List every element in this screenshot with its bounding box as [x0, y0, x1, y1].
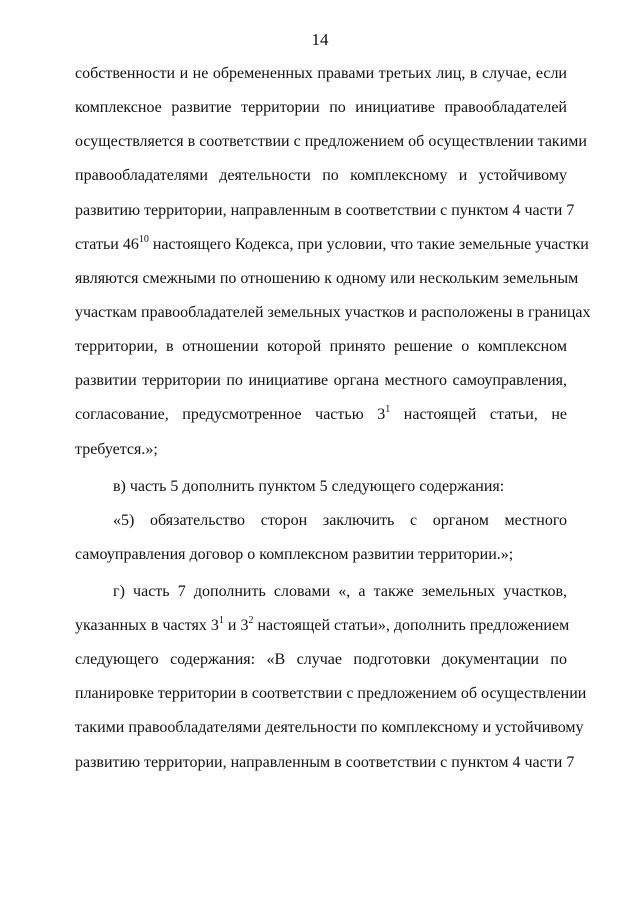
- text-run: «5) обязательство сторон заключить с органом местного: [113, 512, 567, 529]
- text-run: собственности и не обремененных правами третьих лиц, в случае, если: [75, 65, 567, 82]
- text-line: [75, 165, 567, 187]
- text-line: [113, 581, 567, 603]
- text-run: правообладателями деятельности по комплексному и устойчивому: [75, 167, 567, 184]
- superscript-index: 2: [248, 615, 254, 626]
- superscript-index: 1: [385, 404, 391, 415]
- text-line: [75, 336, 567, 358]
- text-line: [75, 752, 575, 774]
- text-line: [75, 683, 587, 705]
- text-run: развитии территории по инициативе органа местного самоуправления,: [75, 372, 567, 389]
- text-run: территории, в отношении которой принято решение о комплексном: [75, 338, 567, 355]
- text-run: настоящего Кодекса, при условии, что такие земельные участки: [148, 236, 589, 253]
- text-run: и 3: [223, 617, 249, 634]
- text-run: согласование, предусмотренное частью 3: [75, 406, 386, 423]
- text-run: такими правообладателями деятельности по комплексному и устойчивому: [75, 719, 584, 736]
- text-line: [75, 717, 584, 739]
- text-run: статьи 46: [75, 236, 139, 253]
- text-line: [75, 649, 567, 671]
- text-run: самоуправления договор о комплексном развитии территории.»;: [75, 546, 514, 563]
- text-line: [113, 510, 567, 532]
- text-line: [75, 370, 567, 392]
- text-line: [75, 615, 570, 637]
- text-line: [75, 131, 587, 153]
- text-line: [75, 439, 567, 461]
- text-line: [75, 63, 567, 85]
- text-run: участкам правообладателей земельных участков и расположены в границах: [75, 304, 591, 321]
- text-run: следующего содержания: «В случае подготовки документации по: [75, 651, 567, 668]
- text-run: являются смежными по отношению к одному или нескольким земельным: [75, 270, 579, 287]
- text-line: [75, 97, 567, 119]
- text-run: развитию территории, направленным в соответствии с пунктом 4 части 7: [75, 754, 575, 771]
- text-run: г) часть 7 дополнить словами «, а также земельных участков,: [113, 583, 567, 600]
- text-line: [75, 544, 567, 566]
- text-run: настоящей статьи, не: [390, 406, 567, 423]
- text-run: настоящей статьи», дополнить предложением: [253, 617, 570, 634]
- text-run: комплексное развитие территории по инициативе правообладателей: [75, 99, 567, 116]
- text-line: [75, 200, 575, 222]
- text-line: [75, 268, 579, 290]
- text-run: в) часть 5 дополнить пунктом 5 следующего содержания:: [113, 478, 505, 495]
- superscript-index: 10: [138, 234, 149, 245]
- text-run: требуется.»;: [75, 441, 158, 458]
- page-number: 14: [311, 30, 329, 49]
- text-run: осуществляется в соответствии с предложением об осуществлении такими: [75, 133, 587, 150]
- text-line: [113, 476, 567, 498]
- text-line: [75, 234, 589, 256]
- superscript-index: 1: [218, 615, 224, 626]
- text-run: указанных в частях 3: [75, 617, 219, 634]
- text-line: [75, 302, 591, 324]
- text-run: развитию территории, направленным в соответствии с пунктом 4 части 7: [75, 202, 575, 219]
- text-line: [75, 404, 567, 426]
- text-run: планировке территории в соответствии с предложением об осуществлении: [75, 685, 587, 702]
